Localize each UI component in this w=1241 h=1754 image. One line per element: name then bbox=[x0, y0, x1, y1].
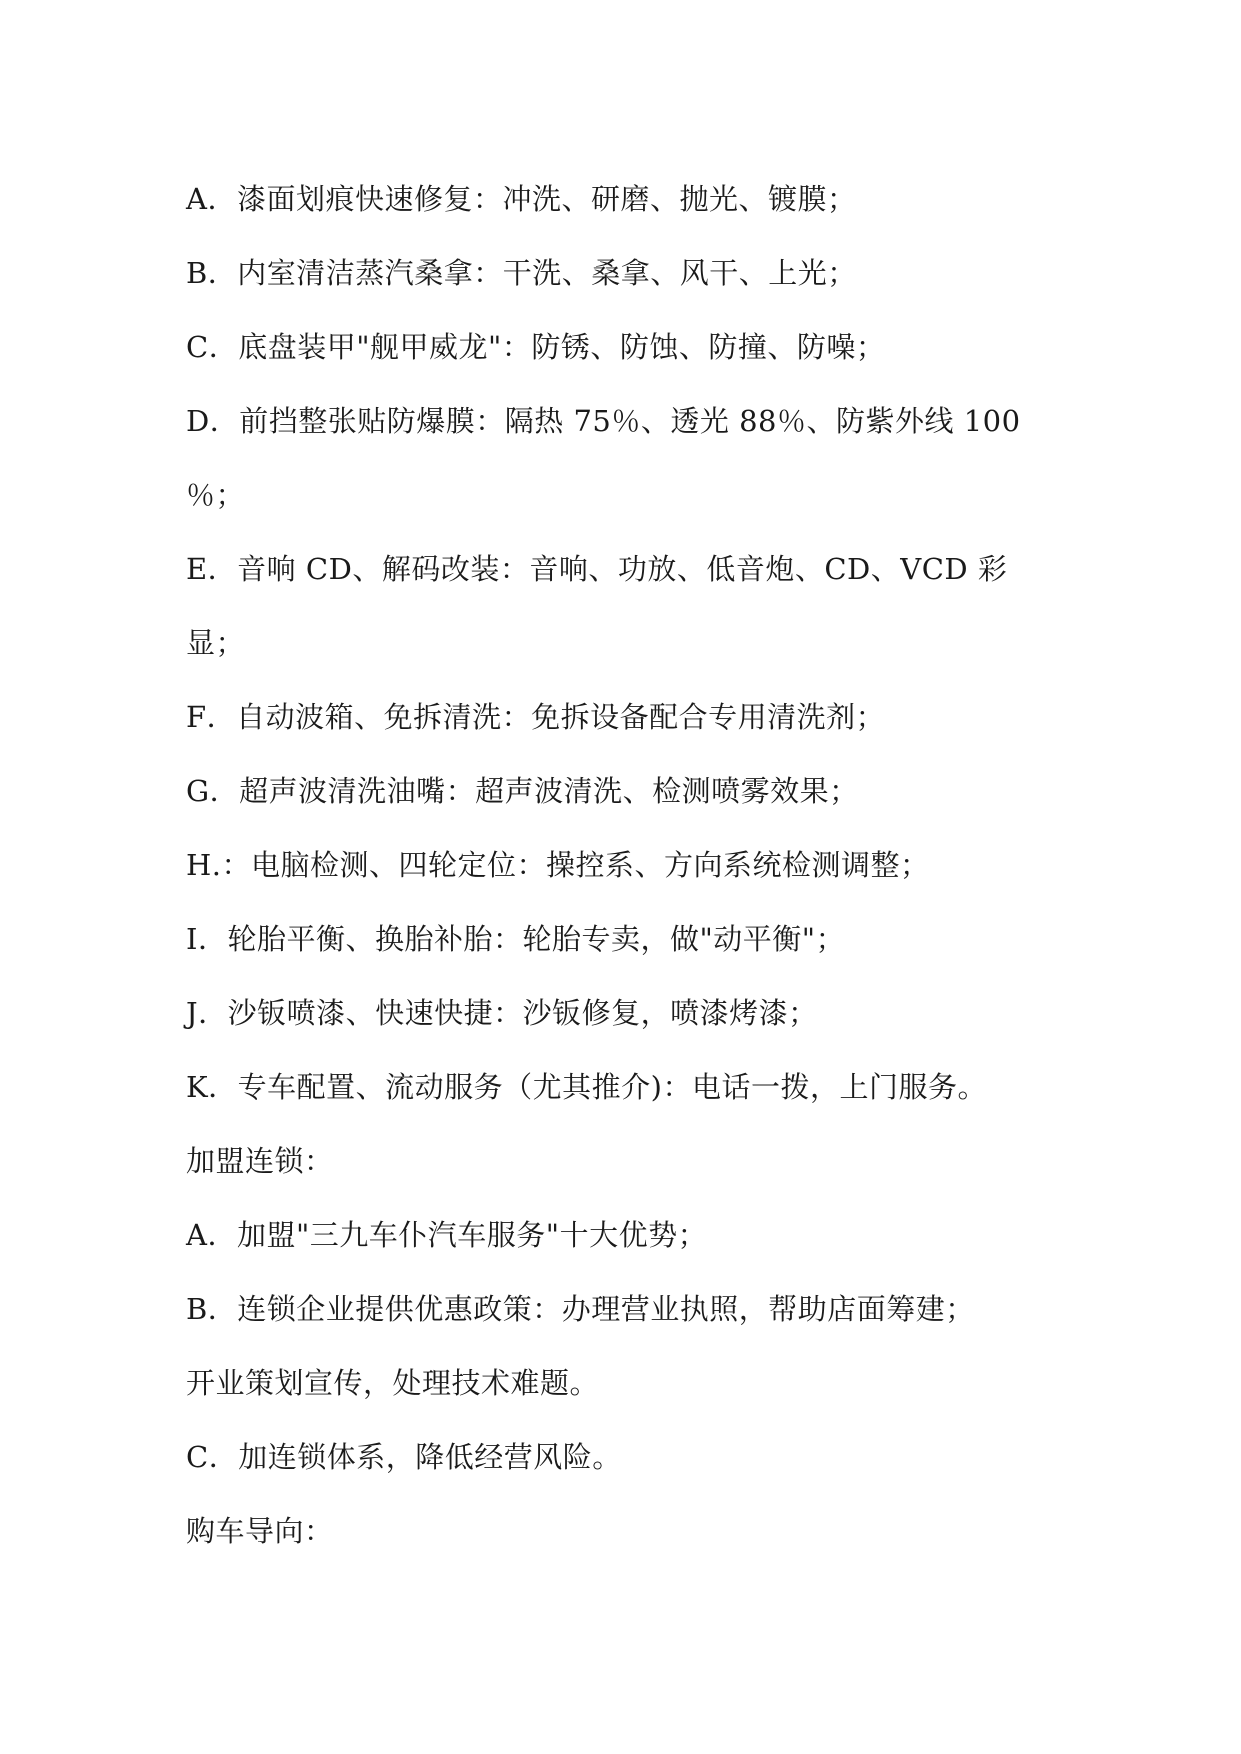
service-item-h: H.：电脑检测、四轮定位：操控系、方向系统检测调整； bbox=[186, 848, 930, 882]
franchise-item-c: C．加连锁体系，降低经营风险。 bbox=[186, 1440, 622, 1474]
service-item-j: J．沙钣喷漆、快速快捷：沙钣修复，喷漆烤漆； bbox=[186, 996, 818, 1030]
service-item-g: G．超声波清洗油嘴：超声波清洗、检测喷雾效果； bbox=[186, 774, 859, 808]
section-heading-car-buying: 购车导向： bbox=[186, 1514, 334, 1548]
service-item-k: K．专车配置、流动服务（尤其推介)：电话一拨，上门服务。 bbox=[186, 1070, 987, 1104]
section-heading-franchise: 加盟连锁： bbox=[186, 1144, 334, 1178]
service-item-i: I．轮胎平衡、换胎补胎：轮胎专卖，做"动平衡"； bbox=[186, 922, 846, 956]
franchise-item-a: A．加盟"三九车仆汽车服务"十大优势； bbox=[186, 1218, 708, 1252]
service-item-c: C．底盘装甲"舰甲威龙"：防锈、防蚀、防撞、防噪； bbox=[186, 330, 886, 364]
service-item-d: D．前挡整张贴防爆膜：隔热 75％、透光 88％、防紫外线 100 bbox=[186, 404, 1021, 438]
service-item-e: E．音响 CD、解码改装：音响、功放、低音炮、CD、VCD 彩 bbox=[186, 552, 1008, 586]
document-body bbox=[186, 162, 1066, 1568]
service-item-f: F．自动波箱、免拆清洗：免拆设备配合专用清洗剂； bbox=[186, 700, 886, 734]
service-item-e-continued: 显； bbox=[186, 626, 246, 660]
service-item-a: A．漆面划痕快速修复：冲洗、研磨、抛光、镀膜； bbox=[186, 182, 857, 216]
franchise-item-b: B．连锁企业提供优惠政策：办理营业执照，帮助店面筹建； bbox=[186, 1292, 975, 1326]
franchise-item-b-continued: 开业策划宣传，处理技术难题。 bbox=[186, 1366, 600, 1400]
service-item-b: B．内室清洁蒸汽桑拿：干洗、桑拿、风干、上光； bbox=[186, 256, 857, 290]
service-item-d-continued: ％； bbox=[186, 478, 246, 512]
